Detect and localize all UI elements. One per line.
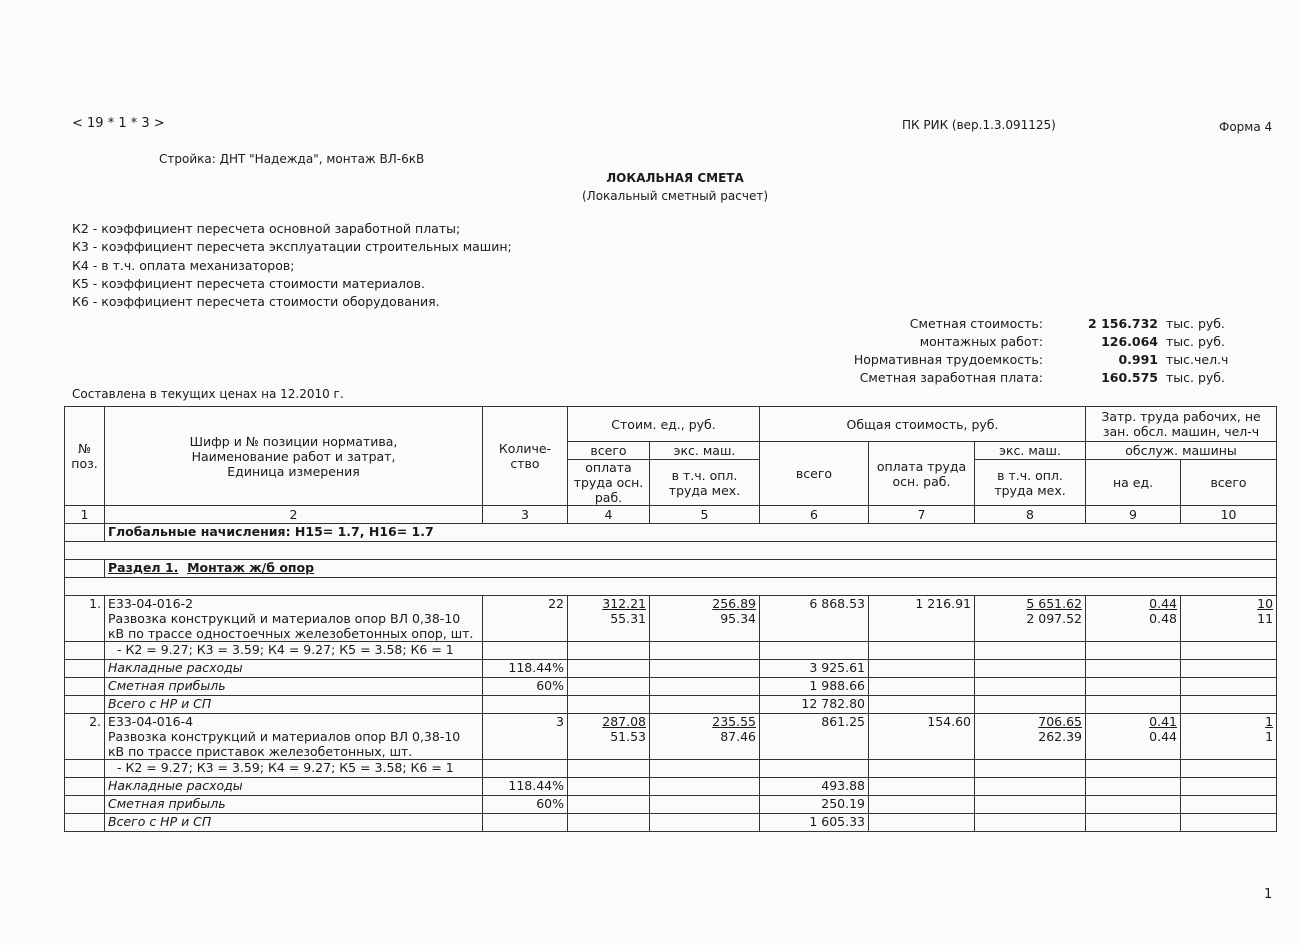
overhead-pct: 118.44% [483,660,568,678]
col-number: 3 [483,506,568,524]
software-version: ПК РИК (вер.1.3.091125) [902,118,1056,132]
install-cost-unit: тыс. руб. [1166,334,1225,349]
total-label: Всего с НР и СП [105,814,483,832]
item-description [105,714,483,760]
item-total-all: 861.25 [760,714,869,760]
item-total-mach: 706.65 262.39 [975,714,1086,760]
site-label: Стройка: [159,152,216,166]
col-number: 8 [975,506,1086,524]
coef-k5: К5 - коэффициент пересчета стоимости материалов. [72,275,425,291]
spacer-row [65,542,1277,560]
item-total-mach: 5 651.62 2 097.52 [975,596,1086,642]
item-coefs: - К2 = 9.27; К3 = 3.59; К4 = 9.27; К5 = 3.58; К6 = 1 [105,760,483,778]
col-number: 4 [568,506,650,524]
install-cost-value: 126.064 [1101,334,1158,349]
item-hours-unit: 0.41 0.44 [1086,714,1181,760]
coef-k3: К3 - коэффициент пересчета эксплуатации строительных машин; [72,239,512,255]
section-title [105,560,1277,578]
table-row [65,796,1277,814]
page-subtitle: (Локальный сметный расчет) [582,189,768,203]
spacer-row [65,578,1277,596]
item-unit-cost: 287.08 51.53 [568,714,650,760]
page-number: 1 [1264,887,1273,902]
table-row [65,596,1277,642]
item-unit-cost: 312.21 55.31 [568,596,650,642]
col-number: 1 [65,506,105,524]
labor-intensity-unit: тыс.чел.ч [1166,352,1229,367]
profit-sum: 1 988.66 [760,678,869,696]
col-number: 7 [869,506,975,524]
item-code: Е33-04-016-2 [108,596,194,611]
site-value: ДНТ "Надежда", монтаж ВЛ-6кВ [219,152,425,166]
overhead-label: Накладные расходы [105,660,483,678]
section-name: Монтаж ж/б опор [187,560,315,575]
item-total-all: 6 868.53 [760,596,869,642]
profit-label: Сметная прибыль [105,678,483,696]
th-total-cost: Общая стоимость, руб. [760,407,1086,442]
form-number: Форма 4 [1219,120,1273,134]
profit-sum: 250.19 [760,796,869,814]
item-pos: 1. [65,596,105,642]
coefficients-legend [72,220,512,311]
table-row [65,778,1277,796]
th-total-labor: оплата труда осн. раб. [869,442,975,506]
table-row [65,660,1277,678]
document-code: < 19 * 1 * 3 > [72,116,165,131]
item-hours-all: 10 11 [1181,596,1277,642]
item-hours-all: 1 1 [1181,714,1277,760]
labor-intensity-label: Нормативная трудоемкость: [853,352,1043,367]
global-charges-row [65,524,1277,542]
totals-block [700,316,1260,391]
th-total-all: всего [760,442,869,506]
item-name: Развозка конструкций и материалов опор ВЛ 0,38-10 кВ по трассе приставок железобетонных, шт. [108,729,461,759]
wages-row [700,370,1260,388]
table-row [65,642,1277,660]
col-number: 6 [760,506,869,524]
th-pos: № поз. [65,407,105,506]
overhead-label: Накладные расходы [105,778,483,796]
overhead-sum: 493.88 [760,778,869,796]
table-row [65,760,1277,778]
th-unit-mech: в т.ч. опл. труда мех. [650,460,760,506]
section-prefix: Раздел 1. [108,560,179,575]
item-total-labor: 1 216.91 [869,596,975,642]
th-service: обслуж. машины [1086,442,1277,460]
col-number: 9 [1086,506,1181,524]
item-pos: 2. [65,714,105,760]
overhead-pct: 118.44% [483,778,568,796]
col-number: 10 [1181,506,1277,524]
wages-label: Сметная заработная плата: [859,370,1043,385]
item-name: Развозка конструкций и материалов опор ВЛ 0,38-10 кВ по трассе одностоечных железобетонных опор, шт. [108,611,474,641]
table-row [65,696,1277,714]
profit-pct: 60% [483,678,568,696]
th-per-unit: на ед. [1086,460,1181,506]
profit-pct: 60% [483,796,568,814]
item-unit-mach: 256.89 95.34 [650,596,760,642]
table-row [65,678,1277,696]
item-qty: 3 [483,714,568,760]
install-cost-label: монтажных работ: [919,334,1043,349]
table-row [65,814,1277,832]
estimate-table [64,406,1277,832]
global-charges: Глобальные начисления: Н15= 1.7, Н16= 1.7 [105,524,1277,542]
total-label: Всего с НР и СП [105,696,483,714]
th-unit-total: всего [568,442,650,460]
th-all: всего [1181,460,1277,506]
th-qty: Количе-ство [483,407,568,506]
table-row [65,714,1277,760]
th-unit-mach: экс. маш. [650,442,760,460]
column-numbers-row [65,506,1277,524]
total-sum: 12 782.80 [760,696,869,714]
total-cost-label: Сметная стоимость: [909,316,1043,331]
overhead-sum: 3 925.61 [760,660,869,678]
prices-note: Составлена в текущих ценах на 12.2010 г. [72,387,344,401]
th-total-mech: в т.ч. опл. труда мех. [975,460,1086,506]
th-unit-cost: Стоим. ед., руб. [568,407,760,442]
item-hours-unit: 0.44 0.48 [1086,596,1181,642]
total-sum: 1 605.33 [760,814,869,832]
th-unit-labor: оплата труда осн. раб. [568,460,650,506]
th-total-mach: экс. маш. [975,442,1086,460]
header-row-1 [65,407,1277,442]
th-labor-hours: Затр. труда рабочих, не зан. обсл. машин, чел-ч [1086,407,1277,442]
wages-unit: тыс. руб. [1166,370,1225,385]
wages-value: 160.575 [1101,370,1158,385]
item-qty: 22 [483,596,568,642]
item-coefs: - К2 = 9.27; К3 = 3.59; К4 = 9.27; К5 = 3.58; К6 = 1 [105,642,483,660]
item-total-labor: 154.60 [869,714,975,760]
profit-label: Сметная прибыль [105,796,483,814]
total-cost-value: 2 156.732 [1088,316,1158,331]
coef-k2: К2 - коэффициент пересчета основной заработной платы; [72,221,461,236]
item-description [105,596,483,642]
total-cost-unit: тыс. руб. [1166,316,1225,331]
col-number: 2 [105,506,483,524]
install-cost-row [700,334,1260,352]
th-code: Шифр и № позиции норматива, Наименование работ и затрат, Единица измерения [105,407,483,506]
item-code: Е33-04-016-4 [108,714,194,729]
section-row [65,560,1277,578]
coef-k4: К4 - в т.ч. оплата механизаторов; [72,257,295,273]
col-number: 5 [650,506,760,524]
total-cost-row [700,316,1260,334]
site-line [159,152,424,166]
page-title: ЛОКАЛЬНАЯ СМЕТА [606,171,744,185]
item-unit-mach: 235.55 87.46 [650,714,760,760]
labor-intensity-value: 0.991 [1118,352,1158,367]
coef-k6: К6 - коэффициент пересчета стоимости оборудования. [72,294,440,310]
labor-intensity-row [700,352,1260,370]
